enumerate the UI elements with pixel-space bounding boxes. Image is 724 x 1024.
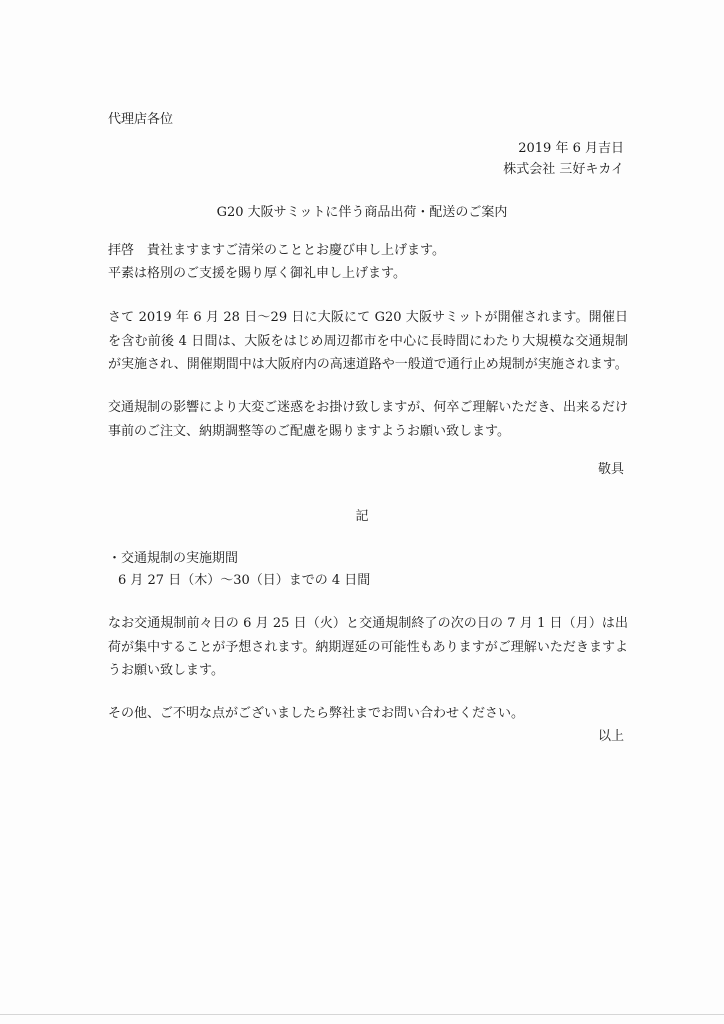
paragraph-shipping-notice: なお交通規制前々日の 6 月 25 日（火）と交通規制終了の次の日の 7 月 1 日（月）は出荷が集中することが予想されます。納期遅延の可能性もありますがご理解いただきますようお願い致します。 (108, 616, 628, 678)
greeting-line-1: 拝啓 貴社ますますご清栄のこととお慶び申し上げます。 (108, 243, 445, 258)
end-mark: 以上 (597, 729, 624, 744)
document-title: G20 大阪サミットに伴う商品出荷・配送のご案内 (216, 205, 508, 220)
closing-keigu: 敬具 (597, 462, 624, 477)
bullet-heading: ・交通規制の実施期間 (108, 551, 239, 566)
ki-heading: 記 (355, 509, 369, 524)
recipient: 代理店各位 (108, 112, 174, 127)
date: 2019 年 6 月吉日 (518, 141, 624, 156)
paragraph-contact: その他、ご不明な点がございましたら弊社までお問い合わせください。 (108, 706, 525, 721)
scan-edge-divider (0, 1014, 724, 1015)
bullet-detail: 6 月 27 日（木）～30（日）までの 4 日間 (118, 573, 371, 588)
paragraph-request: 交通規制の影響により大変ご迷惑をお掛け致しますが、何卒ご理解いただき、出来るだけ事前のご注文、納期調整等のご配慮を賜りますようお願い致します。 (108, 400, 628, 439)
paragraph-summit-notice: さて 2019 年 6 月 28 日～29 日に大阪にて G20 大阪サミットが開催されます。開催日を含む前後 4 日間は、大阪をはじめ周辺都市を中心に長時間にわたり大規模な交通規制が実施され、開催期間中は大阪府内の高速道路や一般道で通行止め規制が実施されます。 (108, 310, 628, 372)
greeting-line-2: 平素は格別のご支援を賜り厚く御礼申し上げます。 (108, 266, 406, 281)
sender: 株式会社 三好キカイ (503, 162, 624, 177)
